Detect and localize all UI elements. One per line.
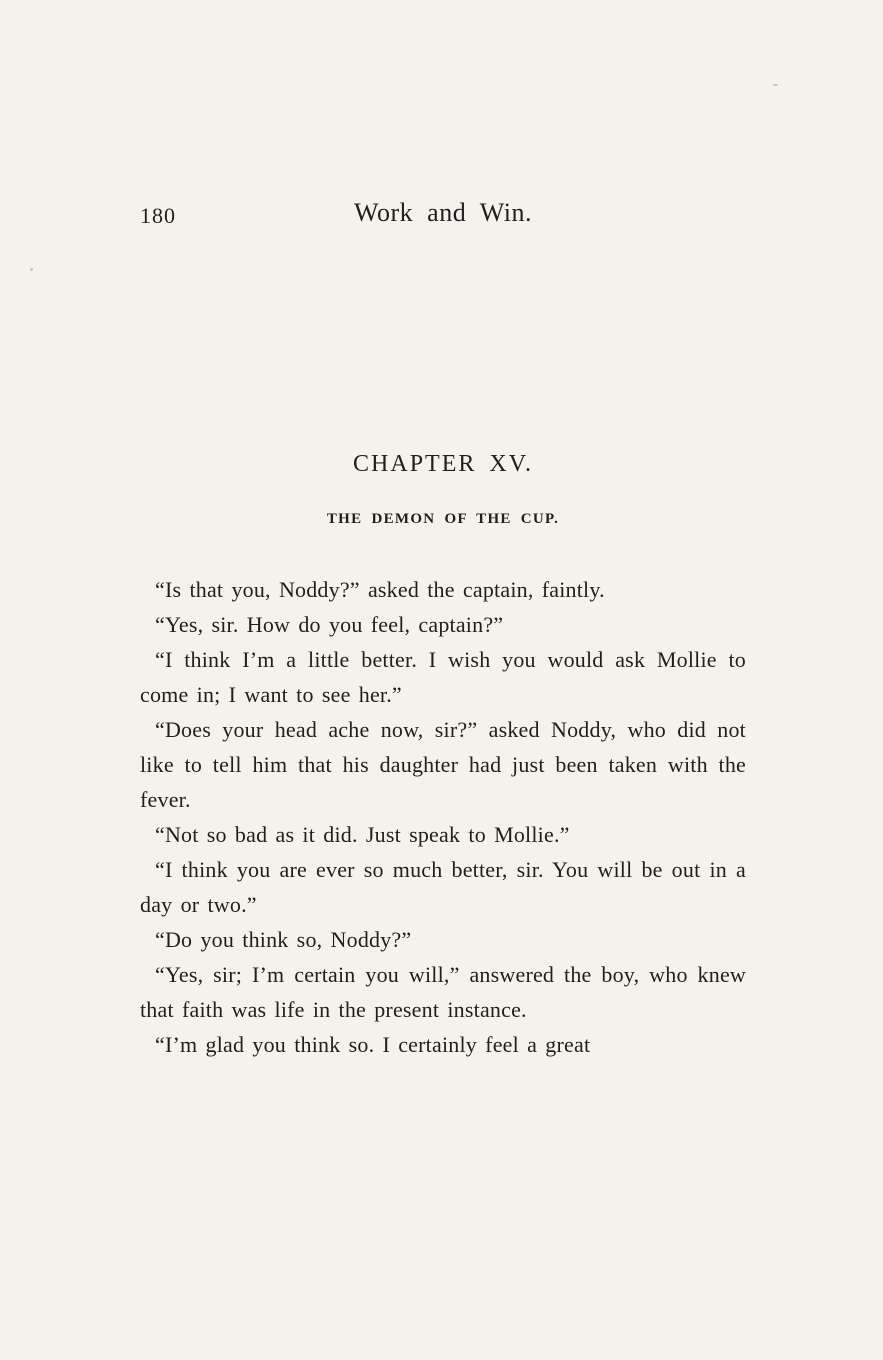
paragraph: “Yes, sir. How do you feel, captain?” bbox=[155, 612, 504, 637]
body-text bbox=[140, 572, 746, 1062]
paragraph: “Yes, sir; I’m certain you will,” answered the boy, who knew that faith was life in the present instance. bbox=[140, 962, 746, 1022]
running-title: Work and Win. bbox=[354, 198, 532, 227]
paragraph: “Is that you, Noddy?” asked the captain, faintly. bbox=[155, 577, 605, 602]
page-content bbox=[140, 452, 746, 1062]
paragraph: “I’m glad you think so. I certainly feel a great bbox=[155, 1032, 591, 1057]
page-header bbox=[140, 198, 746, 232]
chapter-heading: CHAPTER XV. bbox=[353, 451, 533, 477]
paragraph: “Not so bad as it did. Just speak to Mollie.” bbox=[155, 822, 570, 847]
page-number: 180 bbox=[140, 203, 176, 228]
scan-speck bbox=[773, 84, 778, 86]
scan-speck bbox=[30, 268, 33, 271]
paragraph: “I think I’m a little better. I wish you would ask Mollie to come in; I want to see her.” bbox=[140, 647, 746, 707]
paragraph: “I think you are ever so much better, sir. You will be out in a day or two.” bbox=[140, 857, 746, 917]
chapter-subtitle: THE DEMON OF THE CUP. bbox=[326, 511, 560, 527]
paragraph: “Do you think so, Noddy?” bbox=[155, 927, 412, 952]
paragraph: “Does your head ache now, sir?” asked Noddy, who did not like to tell him that his daughter had just been taken with the fever. bbox=[140, 717, 746, 812]
